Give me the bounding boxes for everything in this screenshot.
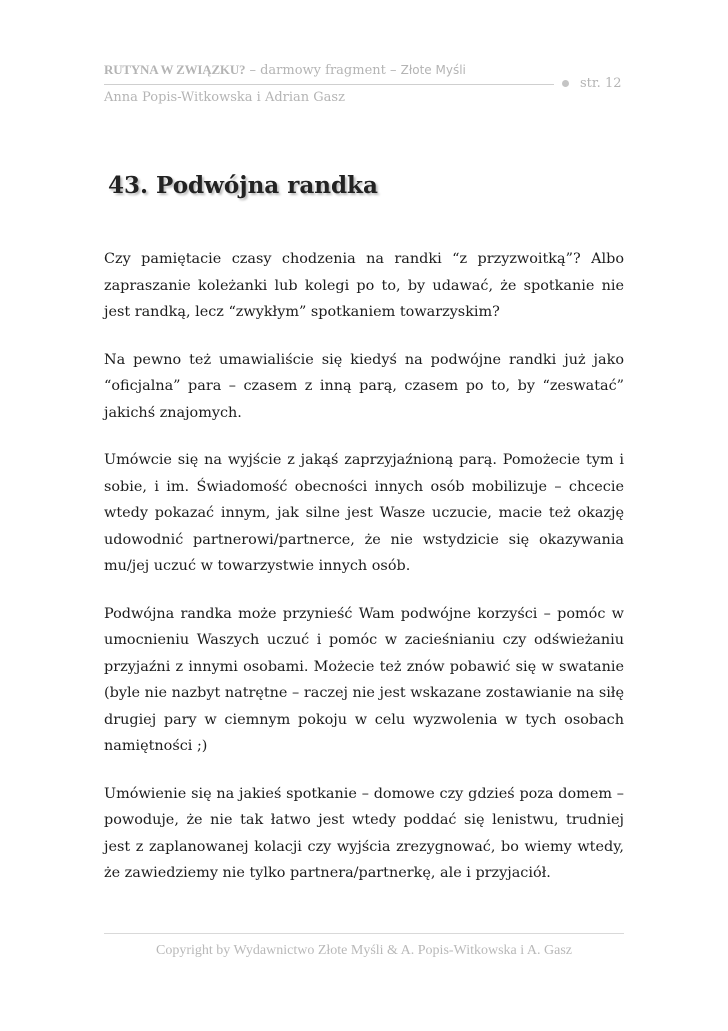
paragraph: Umówienie się na jakieś spotkanie – domowe czy gdzieś poza domem – powoduje, że nie tak łatwo jest wtedy poddać się lenistwu, trudniej jest z zaplanowanej kolacji czy wyjścia zrezygnować, bo wiemy wtedy, że zawiedziemy nie tylko partnera/partnerkę, ale i przyjaciół. — [104, 785, 624, 881]
publisher-name: Złote Myśli — [400, 63, 466, 77]
header-divider — [104, 84, 554, 85]
header-title-line — [104, 62, 624, 79]
paragraph: Na pewno też umawialiście się kiedyś na podwójne randki już jako “oficjalna” para – czasem z inną parą, czasem po to, by “zeswatać” jakichś znajomych. — [104, 351, 624, 421]
book-title: RUTYNA W ZWIĄZKU? — [104, 62, 246, 77]
body-text — [104, 246, 624, 908]
header-subtitle: – darmowy fragment – — [245, 63, 401, 78]
page-number: str. 12 — [580, 76, 622, 91]
bullet-dot-icon — [562, 80, 569, 87]
footer-divider — [104, 933, 624, 934]
page-header — [104, 62, 624, 105]
header-authors: Anna Popis-Witkowska i Adrian Gasz — [104, 90, 345, 105]
footer-copyright: Copyright by Wydawnictwo Złote Myśli & A. Popis-Witkowska i A. Gasz — [156, 943, 572, 958]
paragraph: Umówcie się na wyjście z jakąś zaprzyjaźnioną parą. Pomożecie tym i sobie, i im. Świadomość obecności innych osób mobilizuje – chcecie wtedy pokazać innym, jak silne jest Wasze uczucie, macie też okazję udowodnić partnerowi/partnerce, że nie wstydzicie się okazywania mu/jej uczuć w towarzystwie innych osób. — [104, 452, 624, 574]
chapter-title: 43. Podwójna randka — [108, 172, 378, 199]
paragraph: Czy pamiętacie czasy chodzenia na randki “z przyzwoitką”? Albo zapraszanie koleżanki lub kolegi po to, by udawać, że spotkanie nie jest randką, lecz “zwykłym” spotkaniem towarzyskim? — [104, 251, 624, 320]
paragraph: Podwójna randka może przynieść Wam podwójne korzyści – pomóc w umocnieniu Waszych uczuć i pomóc w zacieśnianiu czy odświeżaniu przyjaźni z innymi osobami. Możecie też znów pobawić się w swatanie (byle nie nazbyt natrętne – raczej nie jest wskazane zostawianie na siłę drugiej pary w ciemnym pokoju w celu wyzwolenia w tych osobach namiętności ;) — [104, 605, 624, 754]
